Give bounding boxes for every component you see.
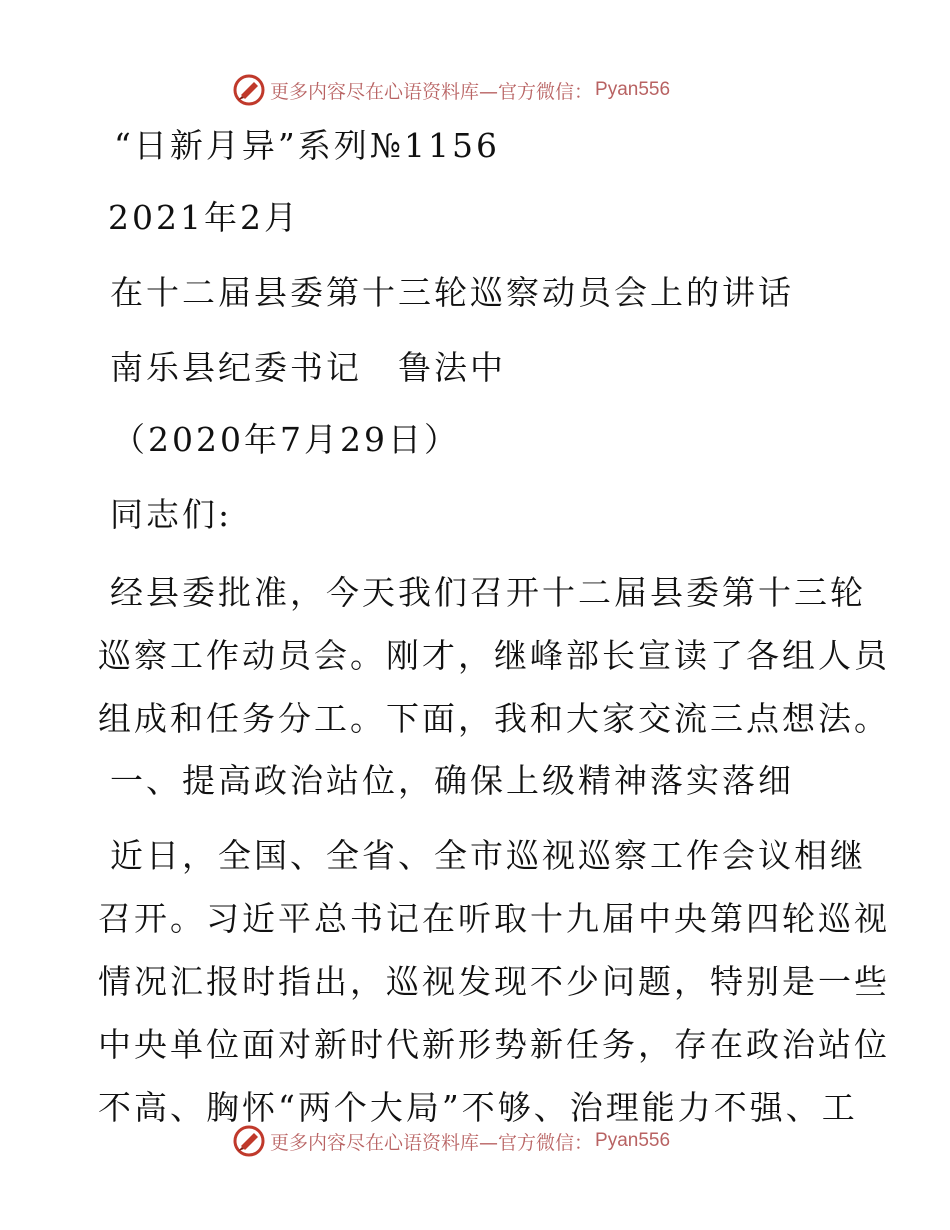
logo-icon (232, 73, 266, 107)
paragraph-line: 巡察工作动员会。刚才，继峰部长宣读了各组人员 (98, 636, 890, 675)
section-heading: 一、提高政治站位，确保上级精神落实落细 (110, 761, 794, 800)
watermark-text: 更多内容尽在心语资料库—官方微信： (270, 80, 594, 103)
watermark-header (232, 71, 670, 109)
series-label: “日新月异”系列№1156 (114, 126, 500, 165)
logo-icon (232, 1124, 266, 1158)
paragraph-section1 (98, 824, 890, 1139)
paragraph-intro (98, 561, 890, 750)
paragraph-line: 不高、胸怀“两个大局”不够、治理能力不强、工 (98, 1088, 858, 1127)
paragraph-line: 近日，全国、全省、全市巡视巡察工作会议相继 (110, 836, 866, 875)
document-title: 在十二届县委第十三轮巡察动员会上的讲话 (110, 273, 794, 312)
paragraph-line: 情况汇报时指出，巡视发现不少问题，特别是一些 (98, 962, 890, 1001)
author-line: 南乐县纪委书记 鲁法中 (110, 348, 506, 387)
paragraph-line: 中央单位面对新时代新形势新任务，存在政治站位 (98, 1025, 890, 1064)
watermark-id: Pyan556 (595, 79, 671, 100)
speech-date: （2020年7月29日） (112, 420, 460, 459)
watermark-text: 更多内容尽在心语资料库—官方微信： (270, 1131, 594, 1154)
paragraph-line: 召开。习近平总书记在听取十九届中央第四轮巡视 (98, 899, 890, 938)
paragraph-line: 经县委批准，今天我们召开十二届县委第十三轮 (110, 573, 866, 612)
paragraph-line: 组成和任务分工。下面，我和大家交流三点想法。 (98, 699, 890, 738)
document-date: 2021年2月 (108, 198, 300, 237)
salutation: 同志们: (110, 495, 233, 534)
watermark-id: Pyan556 (595, 1130, 671, 1151)
watermark-footer (232, 1122, 670, 1160)
